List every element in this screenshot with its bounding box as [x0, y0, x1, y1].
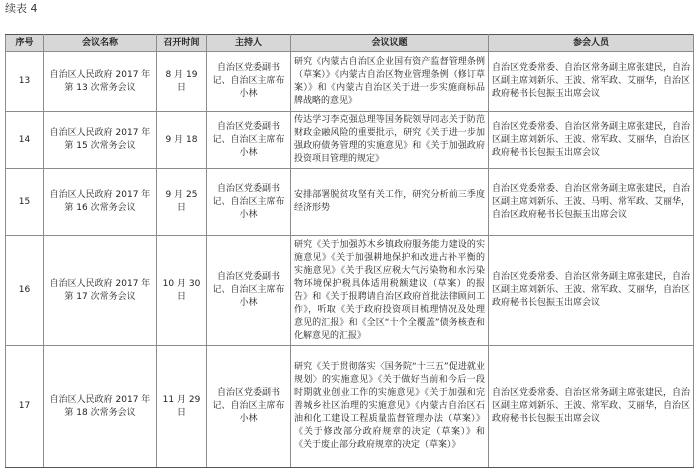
cell-seq: 16 [6, 236, 44, 346]
cell-time: 9 月 18 [157, 112, 207, 169]
cell-attendees: 自治区党委常委、自治区常务副主席张建民，自治区副主席刘新乐、王波、马明、常军政、艾丽华，自治区政府秘书长包振玉出席会议 [489, 169, 694, 236]
header-time: 召开时间 [157, 35, 207, 52]
table-row [6, 346, 694, 468]
cell-seq: 17 [6, 346, 44, 468]
cell-host: 自治区党委副书记、自治区主席布小林 [207, 236, 291, 346]
cell-time: 10 月 30 日 [157, 236, 207, 346]
table-row [6, 52, 694, 112]
meetings-table [5, 34, 694, 468]
table-row [6, 169, 694, 236]
cell-time: 9 月 25 日 [157, 169, 207, 236]
table-row [6, 236, 694, 346]
cell-seq: 15 [6, 169, 44, 236]
cell-meeting-name: 自治区人民政府 2017 年第 16 次常务会议 [44, 169, 157, 236]
cell-time: 8 月 19 日 [157, 52, 207, 112]
cell-meeting-name: 自治区人民政府 2017 年第 13 次常务会议 [44, 52, 157, 112]
cell-meeting-name: 自治区人民政府 2017 年第 15 次常务会议 [44, 112, 157, 169]
cell-seq: 14 [6, 112, 44, 169]
cell-attendees: 自治区党委常委、自治区常务副主席张建民，自治区副主席刘新乐、王波、常军政、艾丽华，自治区政府秘书长包振玉出席会议 [489, 112, 694, 169]
cell-host: 自治区党委副书记、自治区主席布小林 [207, 112, 291, 169]
header-row [6, 35, 694, 52]
cell-topic: 安排部署脱贫攻坚有关工作，研究分析前三季度经济形势 [291, 169, 489, 236]
header-seq: 序号 [6, 35, 44, 52]
cell-seq: 13 [6, 52, 44, 112]
cell-topic: 研究《内蒙古自治区企业国有资产监督管理条例（草案）》《内蒙古自治区物业管理条例（修订草案）》和《内蒙古自治区关于进一步实施商标品牌战略的意见》 [291, 52, 489, 112]
cell-host: 自治区党委副书记、自治区主席布小林 [207, 52, 291, 112]
cell-host: 自治区党委副书记、自治区主席布小林 [207, 346, 291, 468]
cell-topic: 研究《关于加强苏木乡镇政府服务能力建设的实施意见》《关于加强耕地保护和改进占补平衡的实施意见》《关于我区应税大气污染物和水污染物环境保护税具体适用税额建议（草案）的报告》和《关于报聘请自治区政府首批法律顾问工作》，听取《关于政府投资项目梳理情况及处理意见的汇报》和《全区“十个全覆盖”债务核查和化解意见的汇报》 [291, 236, 489, 346]
table-row [6, 112, 694, 169]
header-attendees: 参会人员 [489, 35, 694, 52]
header-host: 主持人 [207, 35, 291, 52]
cell-time: 11 月 29 日 [157, 346, 207, 468]
cell-meeting-name: 自治区人民政府 2017 年第 18 次常务会议 [44, 346, 157, 468]
header-meeting-name: 会议名称 [44, 35, 157, 52]
header-topic: 会议议题 [291, 35, 489, 52]
table-caption: 续表 4 [5, 2, 38, 15]
cell-host: 自治区党委副书记、自治区主席布小林 [207, 169, 291, 236]
cell-attendees: 自治区党委常委、自治区常务副主席张建民，自治区副主席刘新乐、王波、常军政、艾丽华，自治区政府秘书长包振玉出席会议 [489, 52, 694, 112]
cell-meeting-name: 自治区人民政府 2017 年第 17 次常务会议 [44, 236, 157, 346]
cell-topic: 研究《关于贯彻落实〈国务院“十三五”促进就业规划〉的实施意见》《关于做好当前和今后一段时期就业创业工作的实施意见》《关于加强和完善城乡社区治理的实施意见》《内蒙古自治区石油和化工建设工程质量监督管理办法（草案）》《关于修改部分政府规章的决定（草案）》和《关于废止部分政府规章的决定（草案）》 [291, 346, 489, 468]
cell-attendees: 自治区党委常委、自治区常务副主席张建民，自治区副主席刘新乐、王波、常军政、艾丽华，自治区政府秘书长包振玉出席会议 [489, 346, 694, 468]
cell-topic: 传达学习李克强总理等国务院领导同志关于防范财政金融风险的重要批示，研究《关于进一步加强政府债务管理的实施意见》和《关于加强政府投资项目管理的规定》 [291, 112, 489, 169]
cell-attendees: 自治区党委常委、自治区常务副主席张建民，自治区副主席刘新乐、王波、常军政、艾丽华，自治区政府秘书长包振玉出席会议 [489, 236, 694, 346]
